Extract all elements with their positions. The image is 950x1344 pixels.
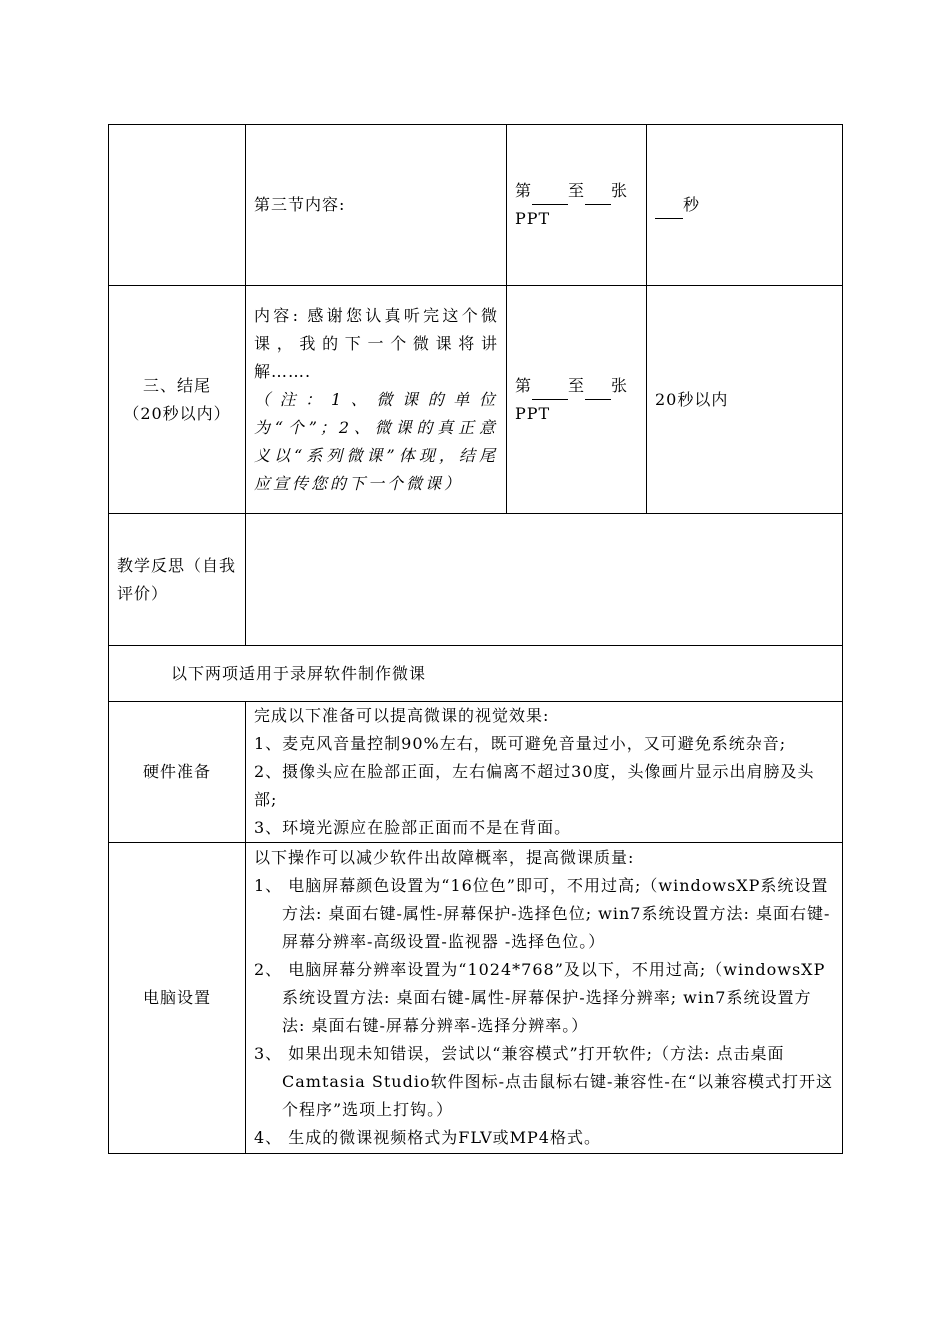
ending-content-cell: [246, 286, 507, 514]
hardware-intro: 完成以下准备可以提高微课的视觉效果:: [254, 706, 550, 725]
ppt-unit: PPT: [515, 209, 551, 228]
ppt-end-blank: [585, 186, 611, 205]
computer-content-cell: [246, 843, 843, 1154]
computer-item: 1、 电脑屏幕颜色设置为“16位色”即可，不用过高;（windowsXP系统设置方法: 桌面右键-属性-屏幕保护-选择色位; win7系统设置方法: 桌面右键-屏幕分辨率-高级设置-监视器 -选择色位。）: [254, 876, 831, 951]
ppt-end-blank: [585, 381, 611, 400]
reflection-label-cell: [109, 514, 246, 646]
computer-item: 3、 如果出现未知错误，尝试以“兼容模式”打开软件;（方法: 点击桌面Camtasia Studio软件图标-点击鼠标右键-兼容性-在“以兼容模式打开这个程序”选项上打钩。）: [254, 1044, 833, 1119]
computer-intro: 以下操作可以减少软件出故障概率，提高微课质量:: [254, 848, 635, 867]
ppt-suffix: 张: [611, 181, 629, 200]
ppt-to: 至: [568, 181, 586, 200]
screen-recording-header-cell: [109, 646, 843, 702]
ending-time-cell: [647, 286, 843, 514]
computer-row: [109, 843, 843, 1154]
hardware-label-cell: [109, 702, 246, 843]
screen-recording-header: 以下两项适用于录屏软件制作微课: [171, 663, 427, 683]
computer-list: [254, 872, 834, 1152]
section3-ppt-cell: [507, 125, 647, 286]
hardware-label: 硬件准备: [142, 762, 211, 781]
hardware-content-cell: [246, 702, 843, 843]
section3-label-cell: [109, 125, 246, 286]
lesson-plan-table: [108, 124, 843, 1154]
screen-recording-header-row: [109, 646, 843, 702]
section3-row: [109, 125, 843, 286]
section3-content: 第三节内容:: [254, 195, 346, 214]
ending-time: 20秒以内: [655, 389, 729, 409]
ppt-start-blank: [532, 381, 568, 400]
hardware-row: [109, 702, 843, 843]
reflection-content-cell: [246, 514, 843, 646]
computer-item: 2、 电脑屏幕分辨率设置为“1024*768”及以下，不用过高;（windowsXP系统设置方法: 桌面右键-属性-屏幕保护-选择分辨率; win7系统设置方法: 桌面右键-屏幕分辨率-选择分辨率。）: [254, 960, 826, 1035]
seconds-blank: [655, 200, 683, 219]
seconds-label: 秒: [683, 195, 701, 214]
ppt-suffix: 张: [611, 375, 629, 395]
ending-label-cell: [109, 286, 246, 514]
hardware-item: 1、麦克风音量控制90%左右，既可避免音量过小，又可避免系统杂音;: [254, 734, 787, 753]
ending-row: [109, 286, 843, 514]
section3-time-cell: [647, 125, 843, 286]
ppt-prefix: 第: [515, 181, 533, 200]
computer-item: 4、 生成的微课视频格式为FLV或MP4格式。: [254, 1128, 601, 1147]
ending-label-line2: （20秒以内）: [123, 403, 231, 423]
reflection-label: 教学反思（自我评价）: [117, 555, 237, 603]
computer-label: 电脑设置: [142, 988, 211, 1007]
ppt-prefix: 第: [515, 375, 533, 395]
ending-note: （注：1、微课的单位为“个”；2、微课的真正意义以“系列微课”体现，结尾应宣传您的下一个微课）: [254, 389, 498, 493]
ending-ppt-cell: [507, 286, 647, 514]
ending-content: 内容: 感谢您认真听完这个微课，我的下一个微课将讲解…….: [254, 305, 498, 381]
ppt-to: 至: [568, 375, 586, 395]
reflection-row: [109, 514, 843, 646]
computer-label-cell: [109, 843, 246, 1154]
ending-label-line1: 三、结尾: [142, 375, 211, 395]
hardware-item: 2、摄像头应在脸部正面，左右偏离不超过30度，头像画片显示出肩膀及头部;: [254, 762, 815, 809]
ppt-start-blank: [532, 186, 568, 205]
hardware-item: 3、环境光源应在脸部正面而不是在背面。: [254, 818, 572, 837]
ppt-unit: PPT: [515, 403, 551, 423]
section3-content-cell: [246, 125, 507, 286]
